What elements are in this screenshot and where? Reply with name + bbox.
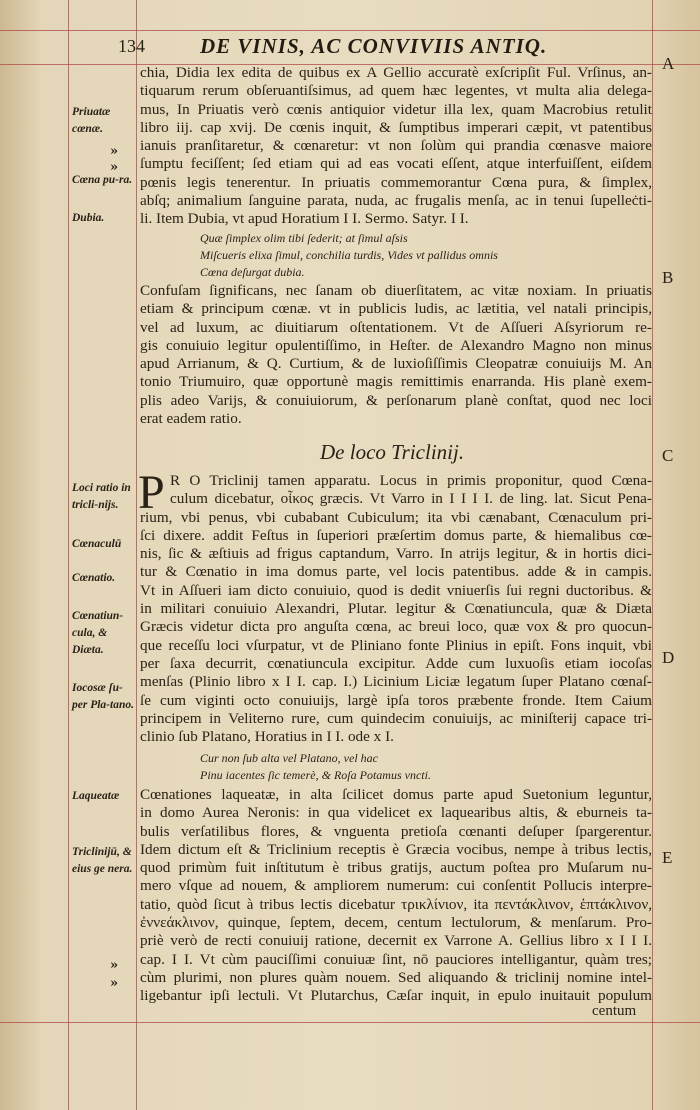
verse-line: Quæ ſimplex olim tibi ſederit; at ſimul aſsis [200,231,408,245]
text-line: plis adeo Varijs, & conuiuiorum, & perſonarum planè conſtat, quod nec loci [140,391,652,409]
text-line: R O Triclinij tamen apparatu. Locus in primis proponitur, quod Cœna- [170,472,652,489]
text-line: tiquarum rerum obſeruantiſsimus, ad quem hæc legentes, vt multa alia delega- [140,82,652,100]
text-line: ſe cum viginti octo conuiuijs, largè ipſa toros præbente fronde. Item Caium [140,691,652,709]
verse-line: Pinu iacentes ſic temerè, & Roſa Potamus vncti. [200,768,431,782]
text-line: apud Arrianum, & Q. Curtium, & de luxioſiſſimis Cleopatræ conuiuijs M. An [140,355,652,373]
section-heading: De loco Triclinij. [320,440,465,464]
text-line: bulis verſatilibus flores, & vnguenta pretioſa cœnanti deſuper ſpargerentur. [140,822,652,840]
text-line: etiam & principum cœnæ. vt in publicis ludis, ac lætitia, vel natali principis, [140,300,652,318]
top-rule [0,30,700,31]
margin-note-priuatae: Priuatæ cœnæ. [72,106,111,135]
quote-mark: » [110,144,119,159]
text-line: in domo Aurea Neronis: in qua videlicet ex laquearibus altis, & eburneis ta- [140,804,652,822]
text-line: priè verò de recti conuiuij ratione, decernit ex Varrone A. Gellius libro x I I I. [140,932,652,950]
text-line: menſas (Plinio libro x I I. cap. I.) Licinium Liciæ legatum ſuper Platano cœnaſ- [140,673,652,691]
text-line: mus, In Priuatis verò cœnis antiquior videtur illa lex, quam Macrobius retulit [140,100,652,118]
verse-line: Cœna deſurgat dubia. [200,265,305,279]
text-line: abſq; animalium ſanguine parata, nuda, ac frugalis menſa, ac in tenui ſupelleċti- [140,192,652,210]
text-line: cùm plurimi, non plures quàm nouem. Sed aliquando & triclinij nomine intel- [140,968,652,986]
text-line: Cœnationes laqueatæ, in alta ſcilicet domus parte apud Suetonium leguntur, [140,786,652,803]
margin-note-laqueatae: Laqueatæ [72,790,120,802]
text-line: ſci dixere. addit Feſtus in ſuperiori præſertim domus parte, & hiemalibus cœ- [140,526,652,544]
right-margin-rule [652,0,653,1110]
margin-note-coenatio: Cœnatio. [72,572,116,584]
page-header [118,34,638,60]
text-line: quod primùm fuit inſtitutum è tribus gratijs, auctum poſtea pro Muſarum nu- [140,859,652,877]
text-line: per ſaxa decurrit, cœnatiuncula excipitur. Adde cum luxuoſis etiam iocoſas [140,654,652,672]
text-line: nis, ſic & æſtiuis ad frigus captandum, Varro. In atrijs legitur, & in hortis dici- [140,545,652,563]
paragraph-4 [140,786,652,1006]
text-line: Græcis videtur dicta pro anguſta cœna, ac breui loco, quæ vox & pro quocun- [140,618,652,636]
text-line: Idem dictum eſt & Triclinium receptis è Græcia vocibus, nempe à tribus lectis, [140,840,652,858]
catchword: centum [592,1003,637,1019]
paragraph-1 [140,64,652,229]
margin-letter-c: C [662,446,674,465]
drop-cap: P [138,466,165,519]
inner-margin-rule [136,0,137,1110]
margin-note-loci-ratio: Loci ratio in tricli-nijs. [72,482,131,511]
text-line: rium, vbi penus, vbi cubabant Cubiculum; ita vbi cænabant, Cœnaculum pri- [140,508,652,526]
text-line: ligebantur ipſi lectuli. Vt Plutarchus, Cæſar inquit, in epulo inuitauit populum [140,987,652,1005]
margin-note-coenatiuncula: Cœnatiun-cula, & Diæta. [72,610,124,656]
text-line: in militari conuiuio Alexandri, Plutar. legitur & Cœnatiuncula, quæ & Diæta [140,600,652,618]
text-line: gis conuiuio legitur opulentiſſimo, in Heſter. de Alexandro Magno non minus [140,336,652,354]
text-line: tur & Cœnatio in ima domus parte, vel locis patentibus. adde & in campis. [140,563,652,581]
margin-letter-d: D [662,648,675,667]
text-line: li. Item Dubia, vt apud Horatium I I. Sermo. Satyr. I I. [140,210,469,228]
quote-mark: » [110,976,119,991]
quote-mark: » [110,160,119,175]
paragraph-2 [140,282,652,428]
text-line: tatio, quòd ſicut à tribus lectis dicebatur τρικλίνιον, ita πεντάκλινον, ἑπτάκλινον, [140,895,652,913]
text-line: Confuſam ſignificans, nec ſanam ob diuerſitatem, ac vitæ noxiam. In priuatis [140,282,652,299]
left-margin-rule [68,0,69,1110]
margin-letter-e: E [662,848,673,867]
margin-letter-b: B [662,268,674,287]
margin-note-coenaculum: Cœnaculū [72,538,122,550]
paragraph-3 [138,466,652,746]
text-line: ἐννεάκλινον, quinque, ſeptem, decem, centum lectulorum, & menſarum. Pro- [140,914,652,932]
page-number: 134 [118,36,145,56]
text-line: erat eadem ratio. [140,410,242,428]
margin-letter-a: A [662,54,675,73]
text-line: tonio Triumuiro, quæ opportunè magis remittimis enarranda. His planè exem- [140,373,652,391]
verse-quote-2 [200,750,640,784]
verse-line: Miſcueris elixa ſimul, conchilia turdis, Vides vt pallidus omnis [200,248,498,262]
text-line: clinio ſub Platano, Horatius in I I. ode x I. [140,728,394,746]
margin-note-triclinium: Triclinijū, & eius ge nera. [72,846,133,875]
text-line: Vt in Aſſueri iam dicto conuiuio, quod is dedit vniuerſis ſui regni ductoribus. & [140,581,652,599]
text-line: vel ad luxum, ac diuitiarum oſtentationem. Vt de Aſſueri Aſsyriorum re- [140,318,652,336]
text-line: libro iij. cap xvij. De cœnis inquit, & ſumptibus imperari cæpit, vt patentibus [140,118,652,136]
text-line: ſumptu feciſſent; ſed etiam qui ad eas vocati eſſent, atque interfuiſſent, eiſdem [140,155,652,173]
verse-line: Cur non ſub alta vel Platano, vel hac [200,751,378,765]
text-line: que receſſu loci vſurpatur, vt de Pliniano fonte Plinius in epiſt. Fons inquit, vbi [140,636,652,654]
text-line: mero vſque ad nouem, & ampliorem numerum: cui conſentit Pollucis interpre- [140,877,652,895]
running-head: DE VINIS, AC CONVIVIIS ANTIQ. [200,34,548,58]
margin-note-coena-pura: Cœna pu-ra. [72,174,133,186]
text-line: pœnis legis tenerentur. In priuatis commemorantur Cœna pura, & ſimplex, [140,173,652,191]
bottom-rule [0,1022,700,1023]
margin-note-dubia: Dubia. [72,212,105,224]
text-line: cap. I I. Vt cùm pauciſſimi conuiuæ ſint, nō pauciores intelligantur, quàm tres; [140,950,652,968]
text-line: culum dicebatur, οἶκος græcis. Vt Varro in I I I I. de ling. lat. Sicut Pena- [170,490,652,508]
verse-quote-1 [200,230,640,281]
text-line: chia, Didia lex edita de quibus ex A Gellio accuratè exſcripſit Ful. Vrſinus, an- [140,64,652,81]
quote-mark: » [110,958,119,973]
margin-note-iocosae: Iocosæ ſu-per Pla-tano. [72,682,134,711]
text-line: principem in Veliterno rure, cum quindecim conuiuijs, ac miniſterij capace tri- [140,709,652,727]
text-line: ianuis pranſitaretur, & cœnaretur: vt non ſolùm qui prandia cœnasve maiore [140,137,652,155]
